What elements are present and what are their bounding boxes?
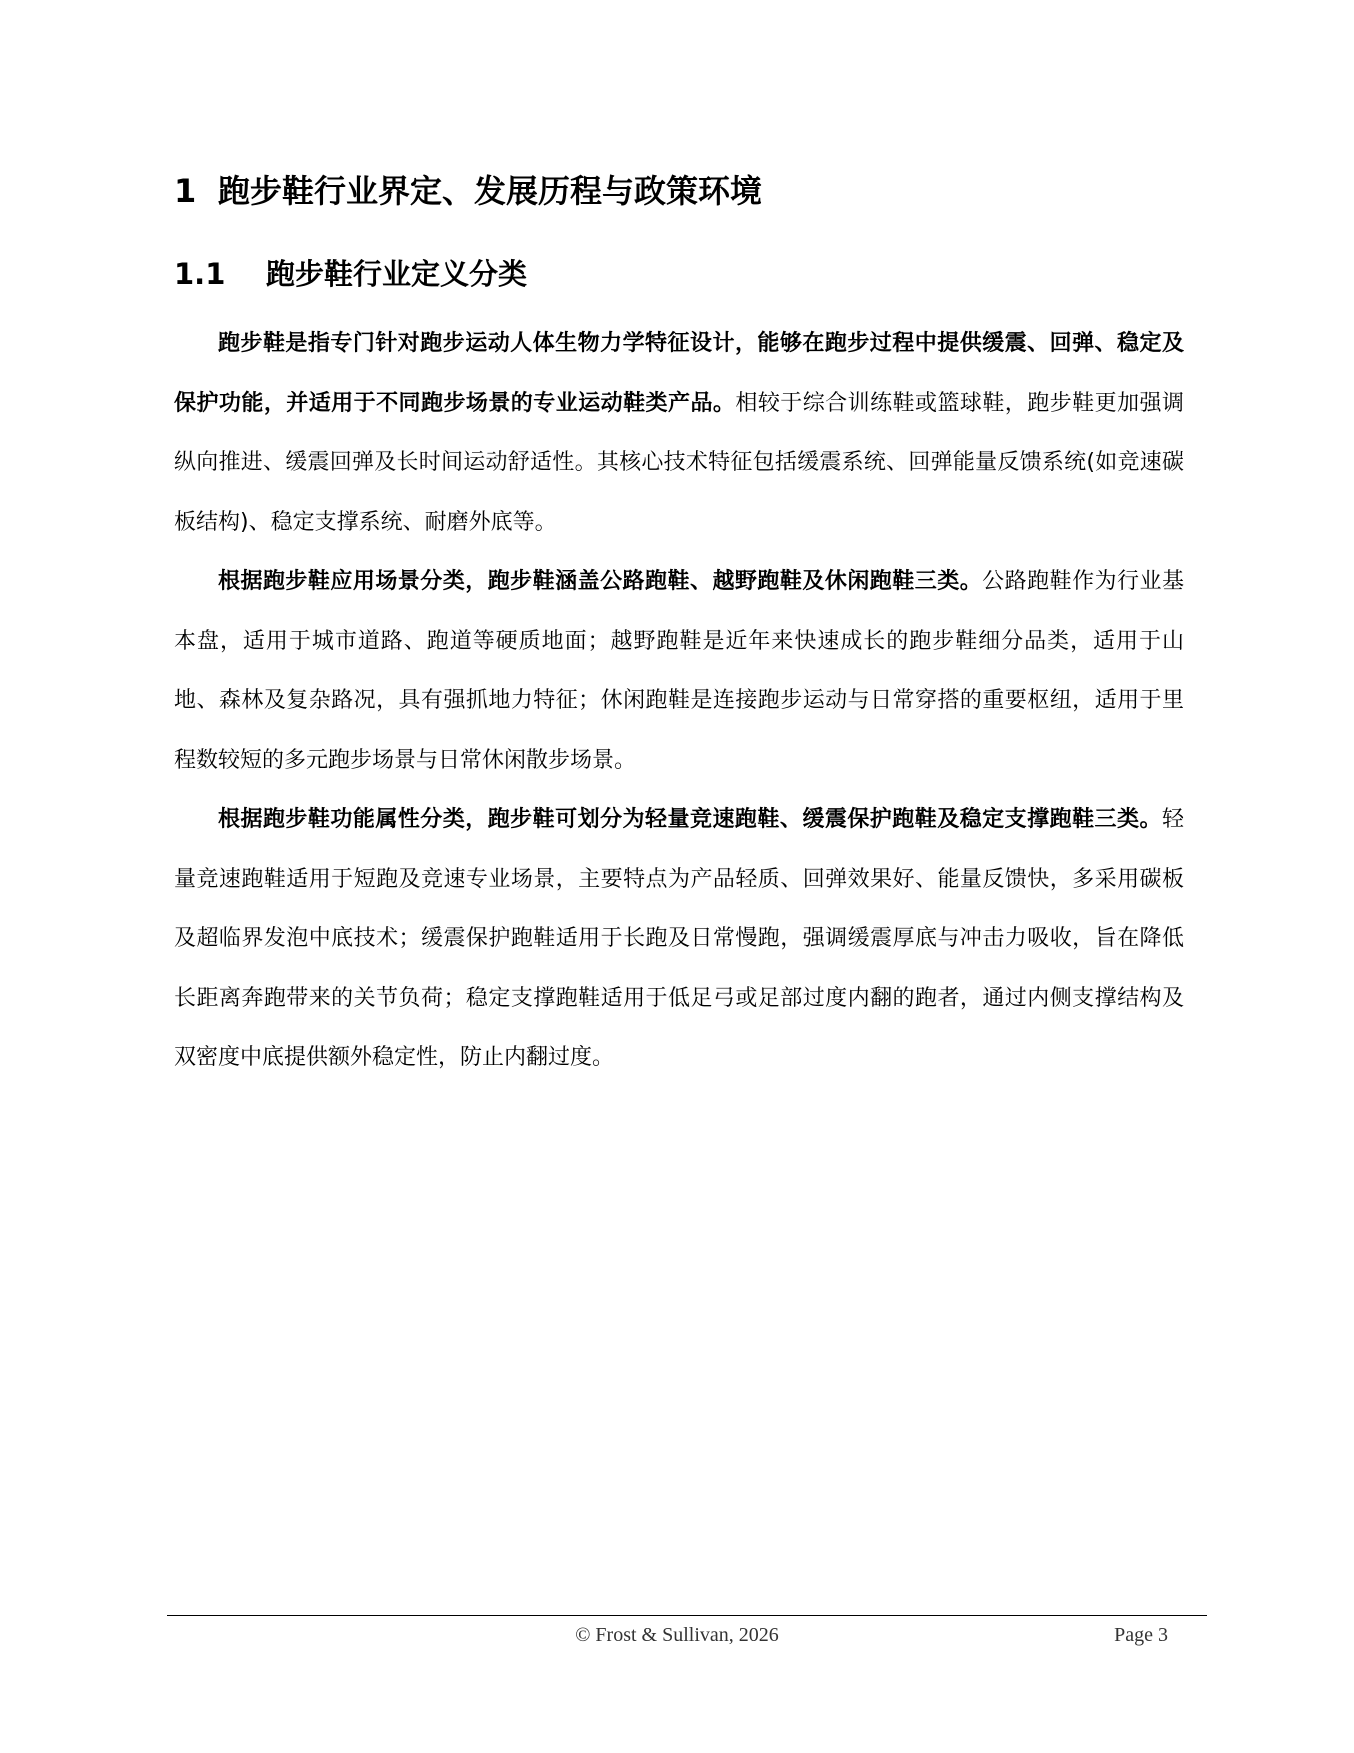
page-number: Page 3 — [1114, 1624, 1168, 1646]
paragraph-body: 相较于综合训练鞋或篮球鞋，跑步鞋更加强调纵向推进、缓震回弹及长时间运动舒适性。其核心技术特征包括缓震系统、回弹能量反馈系统(如竞速碳板结构)、稳定支撑系统、耐磨外底等。 — [174, 390, 1184, 535]
paragraph-lead: 根据跑步鞋应用场景分类，跑步鞋涵盖公路跑鞋、越野跑鞋及休闲跑鞋三类。 — [218, 569, 983, 594]
section-heading — [174, 252, 527, 293]
section-number: 1.1 — [174, 257, 226, 291]
paragraph-definition — [174, 314, 1184, 552]
paragraph-body: 轻量竞速跑鞋适用于短跑及竞速专业场景，主要特点为产品轻质、回弹效果好、能量反馈快，多采用碳板及超临界发泡中底技术；缓震保护跑鞋适用于长跑及日常慢跑，强调缓震厚底与冲击力吸收，旨在降低长距离奔跑带来的关节负荷；稳定支撑跑鞋适用于低足弓或足部过度内翻的跑者，通过内侧支撑结构及双密度中底提供额外稳定性，防止内翻过度。 — [174, 807, 1184, 1070]
footer-divider — [167, 1615, 1207, 1616]
paragraph-lead: 跑步鞋是指专门针对跑步运动人体生物力学特征设计，能够在跑步过程中提供缓震、回弹、稳定及保护功能，并适用于不同跑步场景的专业运动鞋类产品。 — [174, 331, 1184, 416]
footer-copyright: © Frost & Sullivan, 2026 — [575, 1624, 779, 1646]
paragraph-lead: 根据跑步鞋功能属性分类，跑步鞋可划分为轻量竞速跑鞋、缓震保护跑鞋及稳定支撑跑鞋三类。 — [218, 807, 1162, 832]
chapter-heading — [174, 166, 762, 212]
paragraph-body: 公路跑鞋作为行业基本盘，适用于城市道路、跑道等硬质地面；越野跑鞋是近年来快速成长的跑步鞋细分品类，适用于山地、森林及复杂路况，具有强抓地力特征；休闲跑鞋是连接跑步运动与日常穿搭的重要枢纽，适用于里程数较短的多元跑步场景与日常休闲散步场景。 — [174, 569, 1184, 773]
paragraph-scenario-classification — [174, 552, 1184, 790]
section-title: 跑步鞋行业定义分类 — [266, 257, 528, 291]
body-text — [174, 314, 1184, 1088]
chapter-number: 1 — [174, 172, 197, 210]
paragraph-function-classification — [174, 790, 1184, 1088]
chapter-title: 跑步鞋行业界定、发展历程与政策环境 — [218, 172, 763, 210]
